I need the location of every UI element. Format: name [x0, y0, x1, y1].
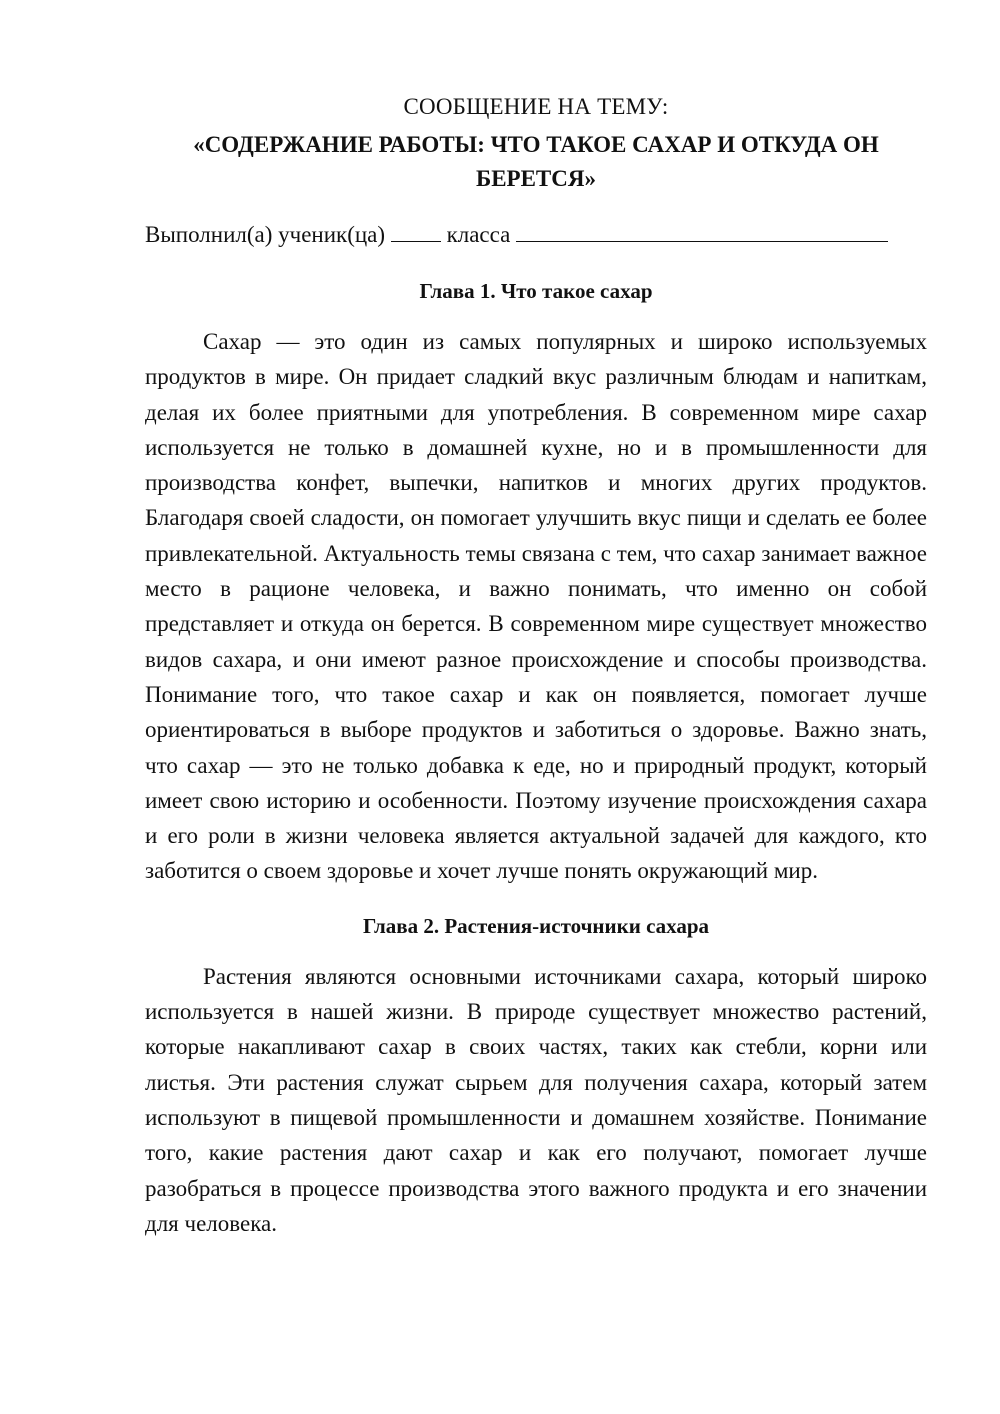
chapter-2-paragraph: Растения являются основными источниками сахара, который широко используется в нашей жизни. В природе существует множество растений, которые накапливают сахар в своих частях, таких как стебли, корни или листья. Эти растения служат сырьем для получения сахара, который затем используют в пищевой промышленности и домашнем хозяйстве. Понимание того, какие растения дают сахар и как его получают, помогает лучше разобраться в процессе производства этого важного продукта и его значении для человека. [145, 963, 927, 1236]
document-type: СООБЩЕНИЕ НА ТЕМУ: [403, 94, 669, 119]
document-content [145, 90, 927, 1263]
class-label: класса [446, 222, 511, 247]
student-name-blank [516, 219, 888, 242]
author-prefix: Выполнил(а) ученик(ца) [145, 222, 386, 247]
chapter-1-heading: Глава 1. Что такое сахар [419, 279, 653, 303]
chapter-1-paragraph: Сахар — это один из самых популярных и широко используемых продуктов в мире. Он придает сладкий вкус различным блюдам и напиткам, делая их более приятными для употребления. В современном мире сахар используется не только в домашней кухне, но и в промышленности для производства конфет, выпечки, напитков и многих других продуктов. Благодаря своей сладости, он помогает улучшить вкус пищи и сделать ее более привлекательной. Актуальность темы связана с тем, что сахар занимает важное место в рационе человека, и важно понимать, что именно он собой представляет и откуда он берется. В современном мире существует множество видов сахара, и они имеют разное происхождение и способы производства. Понимание того, что такое сахар и как он появляется, помогает лучше ориентироваться в выборе продуктов и заботиться о здоровье. Важно знать, что сахар — это не только добавка к еде, но и природный продукт, который имеет свою историю и особенности. Поэтому изучение происхождения сахара и его роли в жизни человека является актуальной задачей для каждого, кто заботится о своем здоровье и хочет лучше понять окружающий мир. [145, 329, 927, 884]
author-line [145, 218, 927, 252]
document-title: «СОДЕРЖАНИЕ РАБОТЫ: ЧТО ТАКОЕ САХАР И ОТКУДА ОН БЕРЕТСЯ» [193, 132, 879, 191]
chapter-2-heading: Глава 2. Растения-источники сахара [362, 913, 710, 938]
grade-blank [391, 219, 441, 242]
